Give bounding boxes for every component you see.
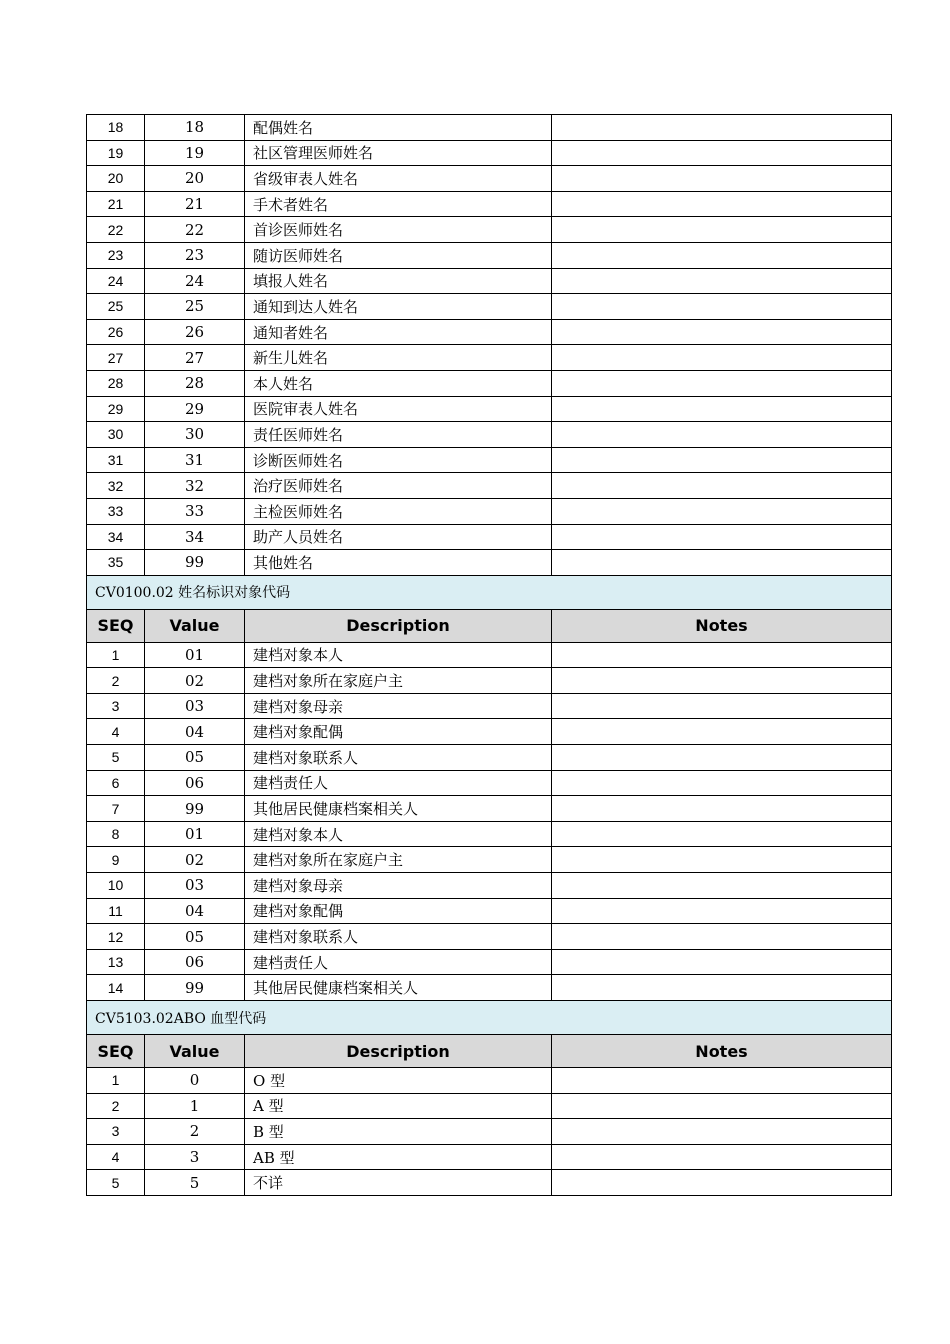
table-row (87, 294, 892, 320)
seq-cell: 25 (87, 294, 145, 320)
description-cell: O 型 (245, 1068, 552, 1094)
notes-cell (552, 319, 892, 345)
description-cell: 主检医师姓名 (245, 498, 552, 524)
table-row (87, 668, 892, 694)
description-cell: A 型 (245, 1093, 552, 1119)
notes-cell (552, 1068, 892, 1094)
table-row (87, 268, 892, 294)
notes-cell (552, 166, 892, 192)
table-row (87, 924, 892, 950)
description-cell: 手术者姓名 (245, 191, 552, 217)
value-cell: 20 (145, 166, 245, 192)
description-cell: 省级审表人姓名 (245, 166, 552, 192)
description-cell: 配偶姓名 (245, 115, 552, 141)
value-cell: 02 (145, 847, 245, 873)
description-cell: AB 型 (245, 1144, 552, 1170)
seq-cell: 24 (87, 268, 145, 294)
seq-cell: 27 (87, 345, 145, 371)
table-row (87, 550, 892, 576)
notes-cell (552, 873, 892, 899)
table-row (87, 898, 892, 924)
notes-cell (552, 242, 892, 268)
description-cell: 通知者姓名 (245, 319, 552, 345)
seq-cell: 22 (87, 217, 145, 243)
description-cell: 医院审表人姓名 (245, 396, 552, 422)
table-row (87, 166, 892, 192)
seq-cell: 4 (87, 719, 145, 745)
table-row (87, 115, 892, 141)
value-cell: 03 (145, 873, 245, 899)
notes-cell (552, 498, 892, 524)
notes-cell (552, 447, 892, 473)
value-cell: 28 (145, 370, 245, 396)
value-cell: 25 (145, 294, 245, 320)
seq-cell: 10 (87, 873, 145, 899)
description-header: Description (245, 609, 552, 642)
seq-cell: 12 (87, 924, 145, 950)
table-row (87, 642, 892, 668)
notes-cell (552, 642, 892, 668)
description-cell: 填报人姓名 (245, 268, 552, 294)
code-table (86, 114, 892, 1196)
description-cell: 助产人员姓名 (245, 524, 552, 550)
notes-cell (552, 524, 892, 550)
table-row (87, 1068, 892, 1094)
value-cell: 04 (145, 898, 245, 924)
description-header: Description (245, 1035, 552, 1068)
value-cell: 30 (145, 422, 245, 448)
table-row (87, 847, 892, 873)
column-header-row (87, 609, 892, 642)
table-row (87, 319, 892, 345)
value-cell: 06 (145, 770, 245, 796)
description-cell: 建档对象联系人 (245, 745, 552, 771)
seq-cell: 32 (87, 473, 145, 499)
table-row (87, 719, 892, 745)
seq-cell: 14 (87, 975, 145, 1001)
description-cell: 诊断医师姓名 (245, 447, 552, 473)
seq-cell: 28 (87, 370, 145, 396)
notes-cell (552, 719, 892, 745)
notes-cell (552, 191, 892, 217)
value-cell: 19 (145, 140, 245, 166)
description-cell: 治疗医师姓名 (245, 473, 552, 499)
description-cell: 通知到达人姓名 (245, 294, 552, 320)
description-cell: 责任医师姓名 (245, 422, 552, 448)
table-row (87, 1119, 892, 1145)
table-row (87, 447, 892, 473)
value-cell: 0 (145, 1068, 245, 1094)
seq-cell: 4 (87, 1144, 145, 1170)
description-cell: 建档对象配偶 (245, 898, 552, 924)
notes-cell (552, 115, 892, 141)
table-row (87, 693, 892, 719)
table-row (87, 242, 892, 268)
table-row (87, 191, 892, 217)
notes-cell (552, 396, 892, 422)
description-cell: 新生儿姓名 (245, 345, 552, 371)
seq-header: SEQ (87, 609, 145, 642)
value-cell: 21 (145, 191, 245, 217)
notes-cell (552, 1119, 892, 1145)
value-cell: 18 (145, 115, 245, 141)
notes-cell (552, 898, 892, 924)
value-header: Value (145, 1035, 245, 1068)
notes-cell (552, 422, 892, 448)
value-cell: 29 (145, 396, 245, 422)
notes-cell (552, 668, 892, 694)
seq-cell: 33 (87, 498, 145, 524)
value-cell: 01 (145, 642, 245, 668)
value-cell: 01 (145, 821, 245, 847)
value-cell: 34 (145, 524, 245, 550)
value-cell: 2 (145, 1119, 245, 1145)
notes-cell (552, 796, 892, 822)
seq-cell: 30 (87, 422, 145, 448)
description-cell: 建档对象母亲 (245, 873, 552, 899)
notes-cell (552, 770, 892, 796)
notes-cell (552, 550, 892, 576)
description-cell: 建档对象母亲 (245, 693, 552, 719)
description-cell: 本人姓名 (245, 370, 552, 396)
notes-cell (552, 268, 892, 294)
value-cell: 03 (145, 693, 245, 719)
seq-cell: 1 (87, 642, 145, 668)
table-row (87, 370, 892, 396)
value-cell: 26 (145, 319, 245, 345)
table-row (87, 217, 892, 243)
notes-header: Notes (552, 609, 892, 642)
notes-cell (552, 140, 892, 166)
notes-cell (552, 1170, 892, 1196)
seq-cell: 3 (87, 1119, 145, 1145)
description-cell: 其他居民健康档案相关人 (245, 796, 552, 822)
description-cell: 其他姓名 (245, 550, 552, 576)
seq-cell: 7 (87, 796, 145, 822)
seq-cell: 29 (87, 396, 145, 422)
table-row (87, 140, 892, 166)
value-cell: 23 (145, 242, 245, 268)
value-cell: 27 (145, 345, 245, 371)
value-cell: 99 (145, 550, 245, 576)
seq-cell: 6 (87, 770, 145, 796)
notes-cell (552, 821, 892, 847)
seq-cell: 2 (87, 1093, 145, 1119)
notes-cell (552, 1093, 892, 1119)
description-cell: 建档责任人 (245, 949, 552, 975)
table-row (87, 422, 892, 448)
value-cell: 05 (145, 924, 245, 950)
seq-header: SEQ (87, 1035, 145, 1068)
seq-cell: 20 (87, 166, 145, 192)
seq-cell: 5 (87, 1170, 145, 1196)
notes-cell (552, 370, 892, 396)
value-header: Value (145, 609, 245, 642)
section-title: CV5103.02ABO 血型代码 (87, 1001, 892, 1035)
description-cell: B 型 (245, 1119, 552, 1145)
seq-cell: 5 (87, 745, 145, 771)
notes-cell (552, 1144, 892, 1170)
notes-cell (552, 745, 892, 771)
notes-cell (552, 949, 892, 975)
description-cell: 建档对象所在家庭户主 (245, 847, 552, 873)
table-row (87, 396, 892, 422)
notes-cell (552, 847, 892, 873)
description-cell: 建档对象配偶 (245, 719, 552, 745)
value-cell: 04 (145, 719, 245, 745)
description-cell: 随访医师姓名 (245, 242, 552, 268)
notes-cell (552, 345, 892, 371)
value-cell: 02 (145, 668, 245, 694)
value-cell: 99 (145, 796, 245, 822)
description-cell: 其他居民健康档案相关人 (245, 975, 552, 1001)
notes-cell (552, 924, 892, 950)
table-row (87, 345, 892, 371)
value-cell: 32 (145, 473, 245, 499)
value-cell: 24 (145, 268, 245, 294)
section-title: CV0100.02 姓名标识对象代码 (87, 575, 892, 609)
notes-header: Notes (552, 1035, 892, 1068)
notes-cell (552, 693, 892, 719)
seq-cell: 18 (87, 115, 145, 141)
seq-cell: 13 (87, 949, 145, 975)
seq-cell: 9 (87, 847, 145, 873)
table-row (87, 975, 892, 1001)
seq-cell: 31 (87, 447, 145, 473)
value-cell: 05 (145, 745, 245, 771)
table-row (87, 473, 892, 499)
value-cell: 06 (145, 949, 245, 975)
seq-cell: 35 (87, 550, 145, 576)
table-row (87, 796, 892, 822)
notes-cell (552, 473, 892, 499)
column-header-row (87, 1035, 892, 1068)
table-row (87, 498, 892, 524)
description-cell: 建档对象本人 (245, 642, 552, 668)
table-row (87, 745, 892, 771)
value-cell: 3 (145, 1144, 245, 1170)
seq-cell: 19 (87, 140, 145, 166)
description-cell: 建档对象联系人 (245, 924, 552, 950)
value-cell: 31 (145, 447, 245, 473)
seq-cell: 26 (87, 319, 145, 345)
table-row (87, 821, 892, 847)
table-row (87, 1170, 892, 1196)
seq-cell: 23 (87, 242, 145, 268)
section-title-row (87, 575, 892, 609)
value-cell: 33 (145, 498, 245, 524)
value-cell: 99 (145, 975, 245, 1001)
seq-cell: 34 (87, 524, 145, 550)
description-cell: 建档对象本人 (245, 821, 552, 847)
description-cell: 建档责任人 (245, 770, 552, 796)
notes-cell (552, 294, 892, 320)
description-cell: 首诊医师姓名 (245, 217, 552, 243)
value-cell: 1 (145, 1093, 245, 1119)
seq-cell: 2 (87, 668, 145, 694)
table-row (87, 949, 892, 975)
description-cell: 社区管理医师姓名 (245, 140, 552, 166)
table-row (87, 1144, 892, 1170)
table-row (87, 1093, 892, 1119)
value-cell: 22 (145, 217, 245, 243)
section-title-row (87, 1001, 892, 1035)
seq-cell: 21 (87, 191, 145, 217)
description-cell: 建档对象所在家庭户主 (245, 668, 552, 694)
seq-cell: 8 (87, 821, 145, 847)
seq-cell: 11 (87, 898, 145, 924)
notes-cell (552, 217, 892, 243)
notes-cell (552, 975, 892, 1001)
table-row (87, 873, 892, 899)
value-cell: 5 (145, 1170, 245, 1196)
description-cell: 不详 (245, 1170, 552, 1196)
table-row (87, 524, 892, 550)
table-row (87, 770, 892, 796)
seq-cell: 3 (87, 693, 145, 719)
seq-cell: 1 (87, 1068, 145, 1094)
